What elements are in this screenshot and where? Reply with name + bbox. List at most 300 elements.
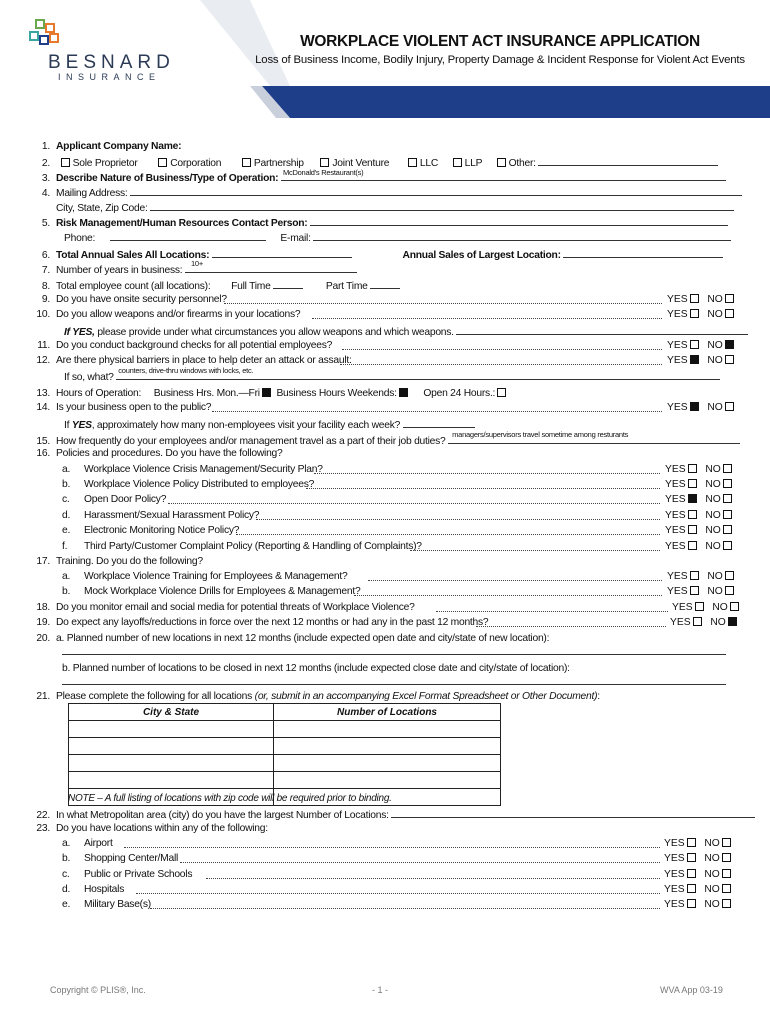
q17b-yes-no (667, 584, 737, 599)
leader-dots (312, 317, 662, 319)
q17b-no-checkbox[interactable] (725, 586, 734, 595)
q22-label: In what Metropolitan area (city) do you have the largest Number of Locations: (56, 810, 389, 821)
q23e-no-checkbox[interactable] (722, 899, 731, 908)
q18-number: 18. (36, 602, 50, 613)
travel-value: managers/supervisors travel sometime among resturants (452, 430, 629, 439)
q21-row (30, 689, 600, 704)
q20b-label: b. Planned number of locations to be closed in next 12 months (include expected close date and city/state of location): (62, 663, 570, 674)
q23e-label: Military Base(s) (84, 899, 151, 910)
q16d-yes-no (665, 508, 735, 523)
q17a-label: Workplace Violence Training for Employees & Management? (84, 571, 348, 582)
q17-number: 17. (36, 556, 50, 567)
yes-label: YES (665, 479, 686, 490)
q16c-yes-checkbox[interactable] (688, 494, 697, 503)
no-label: NO (704, 884, 720, 895)
q17a-no-checkbox[interactable] (725, 571, 734, 580)
header (0, 0, 770, 118)
q16a-yes-no (665, 462, 735, 477)
yes-label: YES (665, 541, 686, 552)
leader-dots (340, 363, 662, 365)
q18-no-checkbox[interactable] (730, 602, 739, 611)
leader-dots (314, 472, 660, 474)
page-subtitle: Loss of Business Income, Bodily Injury, Property Damage & Incident Response for Violent Act Events (255, 54, 745, 66)
q19-label: Do expect any layoffs/reductions in force over the next 12 months or had any in the past 12 months? (56, 617, 489, 628)
q16-row (30, 446, 283, 461)
q9-no-checkbox[interactable] (725, 294, 734, 303)
no-label: NO (707, 309, 723, 320)
no-label: NO (705, 541, 721, 552)
yes-label: YES (664, 853, 685, 864)
checkbox-corporation[interactable] (158, 158, 167, 167)
q20a-label: a. Planned number of new locations in next 12 months (include expected open date and city/state of new location): (56, 633, 550, 644)
no-label: NO (710, 617, 726, 628)
q17b-label: Mock Workplace Violence Drills for Employees & Management? (84, 586, 361, 597)
yes-label: YES (664, 884, 685, 895)
email-field[interactable] (313, 229, 731, 241)
item-letter: c. (62, 869, 70, 880)
leader-dots (236, 533, 660, 535)
column-header: Number of Locations (274, 704, 501, 721)
q9-number: 9. (41, 294, 50, 305)
table-cell[interactable] (274, 755, 501, 772)
no-label: NO (705, 494, 721, 505)
no-label: NO (704, 869, 720, 880)
q23b-label: Shopping Center/Mall (84, 853, 179, 864)
q21-number: 21. (36, 691, 50, 702)
q14-follow-label: , approximately how many non-employees visit your facility each week? (91, 420, 401, 431)
item-letter: e. (62, 525, 71, 536)
q17a-yes-checkbox[interactable] (690, 571, 699, 580)
total-sales-field[interactable] (212, 246, 352, 258)
q23-label: Do you have locations within any of the following: (56, 823, 268, 834)
barriers-field[interactable] (116, 368, 720, 380)
q21-note: NOTE – A full listing of locations with zip code will be required prior to binding. (68, 793, 392, 804)
yes-label: YES (667, 571, 688, 582)
q23c-row (62, 867, 192, 882)
q14-number: 14. (36, 402, 50, 413)
largest-sales-field[interactable] (563, 246, 723, 258)
no-label: NO (712, 602, 728, 613)
q17-row (30, 554, 203, 569)
weapons-field[interactable] (456, 323, 748, 335)
no-label: NO (707, 294, 723, 305)
q23b-yes-no (664, 851, 734, 866)
item-letter: d. (62, 884, 71, 895)
no-label: NO (707, 355, 723, 366)
yes-label: YES (667, 402, 688, 413)
table-row (69, 721, 501, 738)
q7-row (30, 261, 357, 278)
no-label: NO (705, 525, 721, 536)
leader-dots (476, 625, 666, 627)
q16c-label: Open Door Policy? (84, 494, 167, 505)
yes-label: YES (664, 899, 685, 910)
q23-row (30, 821, 268, 836)
q16f-label: Third Party/Customer Complaint Policy (Reporting & Handling of Complaints)? (84, 541, 422, 552)
item-letter: c. (62, 494, 70, 505)
q1-row (30, 139, 181, 154)
q9-yes-no (667, 292, 737, 307)
q9-row (30, 292, 227, 307)
q10-label: Do you allow weapons and/or firearms in your locations? (56, 309, 301, 320)
q10-follow-label: please provide under what circumstances you allow weapons and which weapons. (97, 327, 454, 338)
q18-yes-no (672, 600, 742, 615)
leader-dots (136, 892, 660, 894)
no-label: NO (704, 838, 720, 849)
phone-label: Phone: (64, 233, 96, 244)
q18-row (30, 600, 415, 615)
q7-label: Number of years in business: (56, 265, 183, 276)
leader-dots (124, 846, 660, 848)
hours-24-checkbox[interactable] (497, 388, 506, 397)
full-time-label: Full Time (231, 281, 271, 292)
q10-yes-no (667, 307, 737, 322)
q15-label: How frequently do your employees and/or management travel as a part of their job duties? (56, 436, 446, 447)
q23b-row (62, 851, 178, 866)
item-letter: f. (62, 541, 68, 552)
q11-number: 11. (37, 340, 50, 351)
leader-dots (354, 594, 662, 596)
leader-dots (256, 518, 660, 520)
q16d-yes-checkbox[interactable] (688, 510, 697, 519)
q23e-yes-checkbox[interactable] (687, 899, 696, 908)
full-time-field[interactable] (273, 277, 303, 289)
q16e-no-checkbox[interactable] (723, 525, 732, 534)
q19-no-checkbox[interactable] (728, 617, 737, 626)
item-letter: b. (62, 586, 71, 597)
no-label: NO (704, 899, 720, 910)
q13-number: 13. (36, 388, 50, 399)
leader-dots (168, 502, 660, 504)
q16d-no-checkbox[interactable] (723, 510, 732, 519)
q4-number: 4. (41, 188, 50, 199)
q7-number: 7. (41, 265, 50, 276)
q23a-yes-checkbox[interactable] (687, 838, 696, 847)
q21-label-end: : (597, 691, 600, 702)
q23c-yes-no (664, 867, 734, 882)
q16-number: 16. (36, 448, 50, 459)
option-label: Joint Venture (332, 158, 390, 169)
table-header-row (69, 704, 501, 721)
yes-label: YES (667, 309, 688, 320)
checkbox-llc[interactable] (408, 158, 417, 167)
q23b-no-checkbox[interactable] (722, 853, 731, 862)
item-letter: a. (62, 838, 71, 849)
q11-no-checkbox[interactable] (725, 340, 734, 349)
yes-label: YES (665, 464, 686, 475)
yes-label: YES (664, 838, 685, 849)
page-title: WORKPLACE VIOLENT ACT INSURANCE APPLICATION (300, 33, 700, 50)
yes-label: YES (665, 494, 686, 505)
q22-number: 22. (36, 810, 50, 821)
q16e-yes-no (665, 523, 735, 538)
q23a-label: Airport (84, 838, 113, 849)
q19-yes-checkbox[interactable] (693, 617, 702, 626)
q16f-yes-checkbox[interactable] (688, 541, 697, 550)
metro-area-field[interactable] (391, 806, 755, 818)
q16b-row (62, 477, 314, 492)
q10-yes-checkbox[interactable] (690, 309, 699, 318)
q19-number: 19. (36, 617, 50, 628)
part-time-field[interactable] (370, 277, 400, 289)
leader-dots (224, 302, 662, 304)
q11-yes-no (667, 338, 737, 353)
option-label: Sole Proprietor (72, 158, 138, 169)
q12-yes-checkbox[interactable] (690, 355, 699, 364)
q16c-no-checkbox[interactable] (723, 494, 732, 503)
item-letter: a. (62, 464, 71, 475)
leader-dots (368, 579, 662, 581)
q13-row (30, 386, 509, 401)
hours-weekend-checkbox[interactable] (399, 388, 408, 397)
q12-label: Are there physical barriers in place to help deter an attack or assault: (56, 355, 352, 366)
table-cell[interactable] (274, 721, 501, 738)
yes-label: YES (665, 510, 686, 521)
q8-number: 8. (41, 281, 50, 292)
q14b-row (64, 416, 475, 433)
q16e-row (62, 523, 239, 538)
q14-if: If (64, 420, 72, 431)
q14-yes-bold: YES (71, 420, 92, 431)
q10-row (30, 307, 300, 322)
yes-label: YES (665, 525, 686, 536)
q16c-yes-no (665, 492, 735, 507)
q11-row (30, 338, 332, 353)
q23a-yes-no (664, 836, 734, 851)
leader-dots (180, 861, 660, 863)
logo-name: BESNARD (48, 52, 175, 73)
q14-yes-no (667, 400, 737, 415)
q16a-yes-checkbox[interactable] (688, 464, 697, 473)
q18-yes-checkbox[interactable] (695, 602, 704, 611)
q23e-yes-no (664, 897, 734, 912)
barriers-value: counters, drive-thru windows with locks, etc. (118, 366, 254, 375)
q23a-row (62, 836, 113, 851)
table-cell[interactable] (69, 755, 274, 772)
q16e-yes-checkbox[interactable] (688, 525, 697, 534)
footer-page-number: - 1 - (372, 985, 389, 995)
hours-weekday-label: Business Hrs. Mon.—Fri (153, 388, 260, 399)
q3-label: Describe Nature of Business/Type of Operation: (56, 173, 279, 184)
city-state-zip-label: City, State, Zip Code: (56, 203, 148, 214)
q12-follow-label: If so, what? (64, 372, 114, 383)
option-label: LLP (464, 158, 483, 169)
q19-row (30, 615, 488, 630)
q11-yes-checkbox[interactable] (690, 340, 699, 349)
q16f-yes-no (665, 539, 735, 554)
q21-label: Please complete the following for all locations (56, 691, 255, 702)
phone-field[interactable] (110, 229, 266, 241)
q23b-yes-checkbox[interactable] (687, 853, 696, 862)
q6-number: 6. (41, 250, 50, 261)
city-state-zip-field[interactable] (150, 199, 734, 211)
q10-number: 10. (36, 309, 50, 320)
q11-label: Do you conduct background checks for all potential employees? (56, 340, 333, 351)
item-letter: b. (62, 853, 71, 864)
no-label: NO (705, 479, 721, 490)
q16b-label: Workplace Violence Policy Distributed to employees? (84, 479, 315, 490)
option-label: Other: (508, 158, 536, 169)
contact-person-field[interactable] (310, 214, 728, 226)
business-type-value: McDonald's Restaurant(s) (282, 168, 364, 177)
q17a-yes-no (667, 569, 737, 584)
business-type-field[interactable] (281, 169, 726, 181)
q12b-row (64, 368, 720, 385)
q19-yes-no (670, 615, 740, 630)
leader-dots (410, 549, 660, 551)
checkbox-partnership[interactable] (242, 158, 251, 167)
table-row (69, 772, 501, 789)
q23d-yes-no (664, 882, 734, 897)
footer-copyright: Copyright © PLIS®, Inc. (50, 985, 146, 995)
no-label: NO (707, 340, 723, 351)
q16e-label: Electronic Monitoring Notice Policy? (84, 525, 240, 536)
q16a-label: Workplace Violence Crisis Management/Security Plan? (84, 464, 323, 475)
q17-label: Training. Do you do the following? (56, 556, 203, 567)
q1-label: Applicant Company Name: (56, 141, 182, 152)
q16a-no-checkbox[interactable] (723, 464, 732, 473)
q9-yes-checkbox[interactable] (690, 294, 699, 303)
hours-weekend-label: Business Hours Weekends: (276, 388, 397, 399)
q23d-no-checkbox[interactable] (722, 884, 731, 893)
q16d-row (62, 508, 259, 523)
q23c-yes-checkbox[interactable] (687, 869, 696, 878)
q16-label: Policies and procedures. Do you have the following? (56, 448, 283, 459)
yes-label: YES (664, 869, 685, 880)
table-cell[interactable] (274, 772, 501, 789)
q5-number: 5. (41, 218, 50, 229)
item-letter: e. (62, 899, 71, 910)
yes-label: YES (672, 602, 693, 613)
q6-label: Total Annual Sales All Locations: (56, 250, 210, 261)
q10-no-checkbox[interactable] (725, 309, 734, 318)
no-label: NO (707, 402, 723, 413)
q20-number: 20. (36, 633, 50, 644)
no-label: NO (705, 510, 721, 521)
yes-label: YES (667, 294, 688, 305)
no-label: NO (705, 464, 721, 475)
q16a-row (62, 462, 323, 477)
table-cell[interactable] (274, 738, 501, 755)
option-label: Partnership (253, 158, 304, 169)
q23d-yes-checkbox[interactable] (687, 884, 696, 893)
option-label: LLC (419, 158, 439, 169)
q23d-row (62, 882, 124, 897)
table-cell[interactable] (69, 772, 274, 789)
part-time-label: Part Time (325, 281, 368, 292)
q16f-row (62, 539, 422, 554)
q23-number: 23. (36, 823, 50, 834)
no-label: NO (707, 571, 723, 582)
q1-number: 1. (41, 141, 50, 152)
item-letter: a. (62, 571, 71, 582)
yes-label: YES (667, 355, 688, 366)
largest-sales-label: Annual Sales of Largest Location: (402, 250, 561, 261)
q10-if-yes: If YES, (64, 327, 95, 338)
column-header: City & State (69, 704, 274, 721)
q14-label: Is your business open to the public? (56, 402, 212, 413)
hours-24-label: Open 24 Hours.: (423, 388, 496, 399)
q20b-row (62, 661, 570, 676)
q9-label: Do you have onsite security personnel? (56, 294, 227, 305)
q13-label: Hours of Operation: (56, 388, 142, 399)
travel-field[interactable] (448, 432, 740, 444)
q12-number: 12. (36, 355, 50, 366)
hours-weekday-checkbox[interactable] (262, 388, 271, 397)
table-cell[interactable] (69, 738, 274, 755)
q23e-row (62, 897, 151, 912)
no-label: NO (704, 853, 720, 864)
email-label: E-mail: (280, 233, 311, 244)
q23c-no-checkbox[interactable] (722, 869, 731, 878)
q14-yes-checkbox[interactable] (690, 402, 699, 411)
years-field[interactable] (185, 261, 357, 273)
item-letter: d. (62, 510, 71, 521)
q5-label: Risk Management/Human Resources Contact Person: (56, 218, 308, 229)
yes-label: YES (667, 340, 688, 351)
other-field[interactable] (538, 154, 718, 166)
q14-no-checkbox[interactable] (725, 402, 734, 411)
q8-label: Total employee count (all locations): (56, 281, 211, 292)
q23d-label: Hospitals (84, 884, 125, 895)
q3-number: 3. (41, 173, 50, 184)
q21-label-italic: (or, submit in an accompanying Excel Format Spreadsheet or Other Document) (254, 691, 598, 702)
leader-dots (212, 410, 662, 412)
no-label: NO (707, 586, 723, 597)
leader-dots (436, 610, 668, 612)
q16b-yes-no (665, 477, 735, 492)
item-letter: b. (62, 479, 71, 490)
logo-subtitle: INSURANCE (58, 72, 161, 82)
q23a-no-checkbox[interactable] (722, 838, 731, 847)
q17a-row (62, 569, 347, 584)
q16b-yes-checkbox[interactable] (688, 479, 697, 488)
leader-dots (306, 487, 660, 489)
q20-row (30, 631, 549, 646)
q17b-yes-checkbox[interactable] (690, 586, 699, 595)
q16d-label: Harassment/Sexual Harassment Policy? (84, 510, 260, 521)
leader-dots (206, 877, 660, 879)
mailing-address-field[interactable] (130, 184, 742, 196)
q14-row (30, 400, 211, 415)
q20b-field[interactable] (62, 684, 726, 685)
q16b-no-checkbox[interactable] (723, 479, 732, 488)
q5b-row (64, 229, 731, 246)
q16c-row (62, 492, 166, 507)
q2-number: 2. (41, 158, 50, 169)
q12-yes-no (667, 353, 737, 368)
option-label: Corporation (170, 158, 222, 169)
q20a-field[interactable] (62, 654, 726, 655)
q16f-no-checkbox[interactable] (723, 541, 732, 550)
leader-dots (342, 348, 662, 350)
table-cell[interactable] (69, 721, 274, 738)
checkbox-llp[interactable] (453, 158, 462, 167)
checkbox-other[interactable] (497, 158, 506, 167)
q17b-row (62, 584, 360, 599)
q4-label: Mailing Address: (56, 188, 128, 199)
leader-dots (150, 907, 660, 909)
yes-label: YES (667, 586, 688, 597)
q15-number: 15. (36, 436, 50, 447)
checkbox-sole-proprietor[interactable] (61, 158, 70, 167)
q12-no-checkbox[interactable] (725, 355, 734, 364)
footer-form-id: WVA App 03-19 (660, 985, 723, 995)
table-row (69, 738, 501, 755)
years-value: 10+ (190, 259, 203, 268)
yes-label: YES (670, 617, 691, 628)
q18-label: Do you monitor email and social media for potential threats of Workplace Violence? (56, 602, 415, 613)
